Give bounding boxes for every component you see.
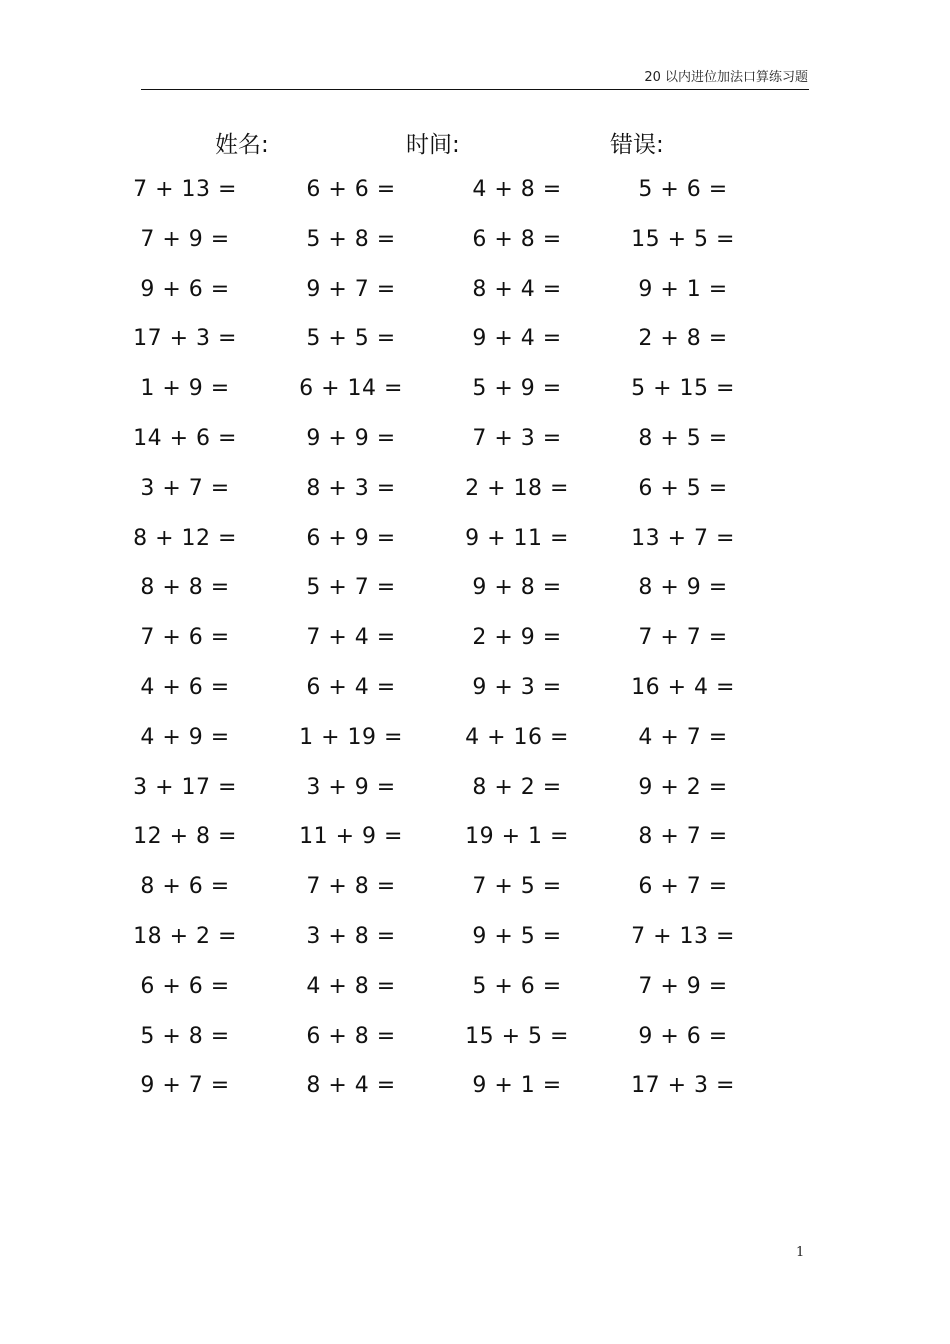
problem-row — [0, 619, 950, 669]
problem-item: 11 + 9 = — [299, 824, 403, 850]
problem-row — [0, 470, 950, 520]
problem-item: 4 + 16 = — [465, 724, 569, 750]
problem-item: 5 + 7 = — [306, 575, 396, 601]
problem-item: 6 + 6 = — [306, 177, 396, 202]
problem-item: 17 + 3 = — [133, 326, 237, 352]
problem-item: 9 + 6 = — [638, 1023, 728, 1049]
problem-row — [0, 968, 950, 1018]
problem-item: 3 + 17 = — [133, 774, 237, 800]
problem-item: 9 + 1 = — [472, 1073, 562, 1099]
problem-item: 8 + 4 = — [306, 1073, 396, 1099]
problem-item: 7 + 4 = — [306, 625, 396, 651]
problem-row — [0, 769, 950, 819]
problem-item: 1 + 19 = — [299, 724, 403, 750]
problem-item: 2 + 9 = — [472, 625, 562, 651]
problem-item: 14 + 6 = — [133, 425, 237, 451]
problem-item: 5 + 9 = — [472, 376, 562, 402]
problem-item: 4 + 8 = — [472, 177, 562, 202]
problem-item: 5 + 6 = — [638, 177, 728, 202]
header-title: 20 以内进位加法口算练习题 — [644, 70, 808, 85]
problem-item: 8 + 7 = — [638, 824, 728, 850]
problem-item: 15 + 5 = — [465, 1023, 569, 1049]
problem-item: 8 + 5 = — [638, 425, 728, 451]
problem-item: 6 + 14 = — [299, 376, 403, 402]
problem-item: 7 + 13 = — [133, 177, 237, 202]
problem-item: 18 + 2 = — [133, 923, 237, 949]
problem-item: 5 + 15 = — [631, 376, 735, 402]
problem-item: 9 + 6 = — [140, 276, 230, 302]
problem-item: 6 + 6 = — [140, 973, 230, 999]
problem-item: 7 + 7 = — [638, 625, 728, 651]
problem-item: 13 + 7 = — [631, 525, 735, 551]
problem-item: 17 + 3 = — [631, 1073, 735, 1099]
problem-item: 12 + 8 = — [133, 824, 237, 850]
problem-item: 2 + 8 = — [638, 326, 728, 352]
problem-item: 9 + 8 = — [472, 575, 562, 601]
problem-row — [0, 520, 950, 570]
problem-item: 8 + 2 = — [472, 774, 562, 800]
problem-item: 6 + 8 = — [306, 1023, 396, 1049]
problem-item: 5 + 5 = — [306, 326, 396, 352]
problem-row — [0, 420, 950, 470]
problem-row — [0, 569, 950, 619]
problem-item: 7 + 13 = — [631, 923, 735, 949]
problem-item: 3 + 9 = — [306, 774, 396, 800]
problem-item: 19 + 1 = — [465, 824, 569, 850]
problem-item: 4 + 6 = — [140, 674, 230, 700]
problem-item: 9 + 3 = — [472, 674, 562, 700]
problem-item: 9 + 2 = — [638, 774, 728, 800]
problem-item: 4 + 8 = — [306, 973, 396, 999]
problem-item: 6 + 8 = — [472, 226, 562, 252]
problem-item: 15 + 5 = — [631, 226, 735, 252]
problem-row — [0, 1018, 950, 1068]
problem-item: 7 + 5 = — [472, 874, 562, 900]
problem-item: 1 + 9 = — [140, 376, 230, 402]
problem-item: 4 + 7 = — [638, 724, 728, 750]
problem-item: 5 + 8 = — [306, 226, 396, 252]
problem-item: 5 + 8 = — [140, 1023, 230, 1049]
problem-item: 7 + 3 = — [472, 425, 562, 451]
problem-item: 8 + 8 = — [140, 575, 230, 601]
problem-item: 6 + 4 = — [306, 674, 396, 700]
problem-item: 8 + 4 = — [472, 276, 562, 302]
problem-item: 9 + 5 = — [472, 923, 562, 949]
problem-row — [0, 918, 950, 968]
problem-item: 4 + 9 = — [140, 724, 230, 750]
problem-row — [0, 370, 950, 420]
problem-row — [0, 271, 950, 321]
header-divider — [141, 89, 809, 90]
problem-item: 7 + 8 = — [306, 874, 396, 900]
problem-item: 9 + 9 = — [306, 425, 396, 451]
problem-item: 2 + 18 = — [465, 475, 569, 501]
problem-item: 3 + 8 = — [306, 923, 396, 949]
problem-item: 5 + 6 = — [472, 973, 562, 999]
problem-item: 7 + 9 = — [638, 973, 728, 999]
time-label: 时间: — [406, 132, 460, 158]
problem-item: 6 + 5 = — [638, 475, 728, 501]
problem-item: 6 + 9 = — [306, 525, 396, 551]
problem-item: 9 + 7 = — [140, 1073, 230, 1099]
problem-item: 9 + 1 = — [638, 276, 728, 302]
page-number: 1 — [796, 1245, 805, 1260]
problem-item: 8 + 3 = — [306, 475, 396, 501]
problem-item: 8 + 12 = — [133, 525, 237, 551]
problem-item: 7 + 9 = — [140, 226, 230, 252]
problem-item: 9 + 4 = — [472, 326, 562, 352]
problem-item: 16 + 4 = — [631, 674, 735, 700]
problem-row — [0, 818, 950, 868]
problem-item: 9 + 11 = — [465, 525, 569, 551]
problem-item: 8 + 9 = — [638, 575, 728, 601]
problem-grid — [0, 171, 950, 1117]
name-label: 姓名: — [215, 132, 269, 158]
problem-row — [0, 221, 950, 271]
problem-row — [0, 719, 950, 769]
problem-row — [0, 868, 950, 918]
problem-row — [0, 1067, 950, 1117]
student-info-row — [0, 126, 950, 158]
problem-item: 8 + 6 = — [140, 874, 230, 900]
errors-label: 错误: — [610, 132, 664, 158]
problem-row — [0, 669, 950, 719]
problem-item: 3 + 7 = — [140, 475, 230, 501]
problem-row — [0, 320, 950, 370]
problem-item: 9 + 7 = — [306, 276, 396, 302]
problem-row — [0, 171, 950, 221]
problem-item: 6 + 7 = — [638, 874, 728, 900]
problem-item: 7 + 6 = — [140, 625, 230, 651]
